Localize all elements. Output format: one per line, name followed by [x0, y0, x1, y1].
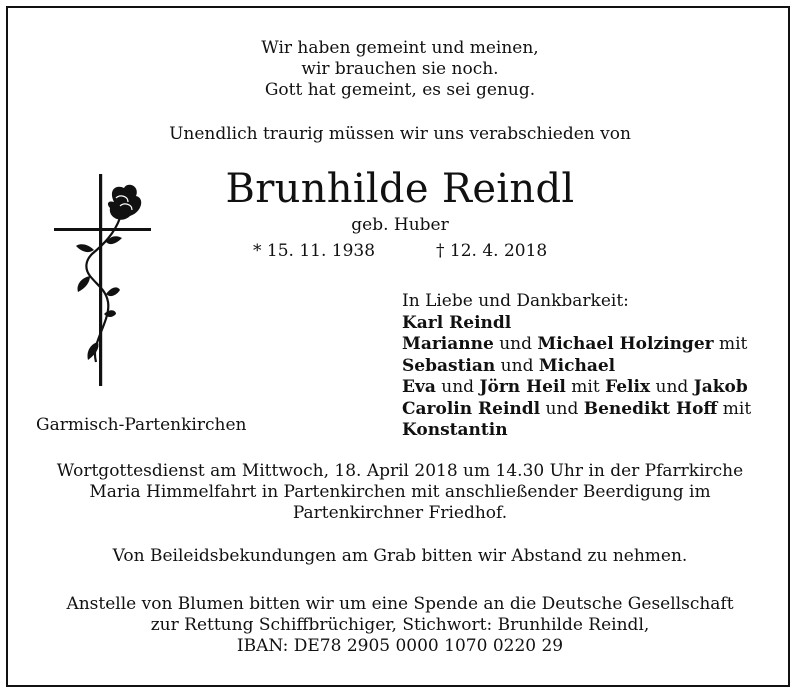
mourner-line — [402, 313, 751, 335]
connector-text: und — [540, 398, 584, 419]
mourner-line — [402, 399, 751, 421]
service-info — [0, 461, 800, 524]
intro-text: Unendlich traurig müssen wir uns verabschieden von — [169, 124, 631, 144]
connector-text: und — [435, 377, 480, 397]
donation-line: IBAN: DE78 2905 0000 1070 0220 29 — [236, 636, 564, 656]
mourner-name: Jakob — [693, 377, 748, 397]
mourner-name: Benedikt Hoff — [583, 398, 718, 419]
poem-line: Gott hat gemeint, es sei genug. — [264, 80, 536, 100]
birth-date: * 15. 11. 1938 — [253, 241, 376, 261]
service-line: Wortgottesdienst am Mittwoch, 18. April 2018 um 14.30 Uhr in der Pfarrkirche — [56, 461, 744, 481]
deceased-name: Brunhilde Reindl — [225, 166, 575, 212]
mourners-heading: In Liebe und Dankbarkeit: — [402, 291, 629, 311]
mourner-name: Konstantin — [402, 420, 508, 440]
service-line: Maria Himmelfahrt in Partenkirchen mit anschließender Beerdigung im — [89, 482, 711, 502]
donation-info — [0, 594, 800, 657]
mourner-name: Eva — [402, 377, 436, 397]
connector-text: und — [493, 334, 538, 354]
mourner-name: Marianne — [402, 334, 494, 354]
mourner-name: Michael — [538, 355, 616, 376]
donation-line: zur Rettung Schiffbrüchiger, Stichwort: Brunhilde Reindl, — [150, 615, 650, 635]
mourner-name: Jörn Heil — [479, 377, 566, 397]
mourners-list — [402, 291, 751, 442]
connector-text: mit — [565, 377, 606, 397]
cross-with-rose-icon — [50, 172, 160, 392]
death-date: † 12. 4. 2018 — [436, 241, 548, 261]
mourner-name: Karl Reindl — [402, 312, 512, 333]
mourner-line — [402, 334, 751, 356]
connector-text: und — [495, 355, 539, 376]
service-line: Partenkirchner Friedhof. — [292, 503, 508, 523]
mourner-line — [402, 420, 751, 442]
mourner-name: Felix — [605, 377, 651, 397]
poem-line: Wir haben gemeint und meinen, — [261, 38, 539, 58]
mourner-name: Michael Holzinger — [537, 334, 714, 354]
town-name: Garmisch-Partenkirchen — [36, 415, 247, 435]
connector-text: mit — [717, 398, 752, 419]
mourner-line — [402, 377, 751, 399]
mourner-name: Carolin Reindl — [402, 398, 541, 419]
connector-text: und — [650, 377, 694, 397]
condolence-note: Von Beileidsbekundungen am Grab bitten wir Abstand zu nehmen. — [112, 546, 688, 566]
mourner-name: Sebastian — [402, 355, 496, 376]
birth-name: geb. Huber — [351, 215, 449, 235]
poem-line: wir brauchen sie noch. — [301, 59, 499, 79]
connector-text: mit — [713, 334, 748, 354]
donation-line: Anstelle von Blumen bitten wir um eine Spende an die Deutsche Gesellschaft — [66, 594, 734, 614]
poem — [0, 38, 800, 101]
mourner-line — [402, 356, 751, 378]
